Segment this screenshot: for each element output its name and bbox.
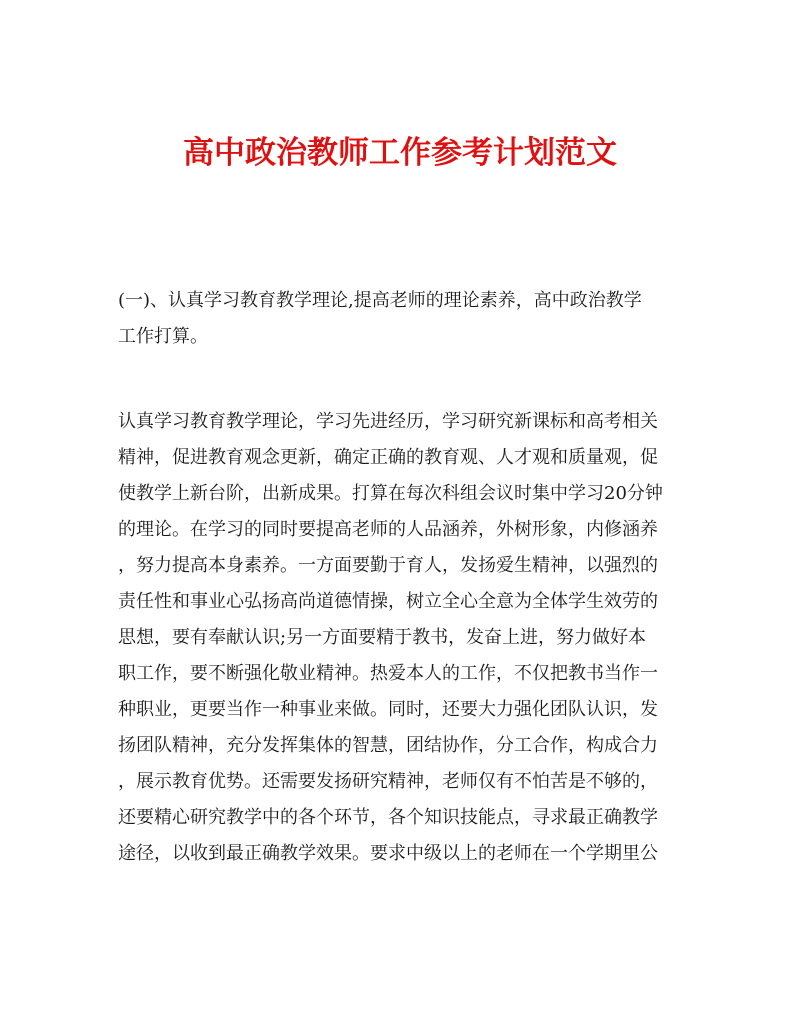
- paragraph-line: 还要精心研究教学中的各个环节，各个知识技能点，寻求最正确教学: [118, 807, 658, 828]
- paragraph-line: 认真学习教育教学理论，学习先进经历，学习研究新课标和高考相关: [118, 411, 658, 432]
- paragraph-line: 途径，以收到最正确教学效果。要求中级以上的老师在一个学期里公: [118, 843, 658, 864]
- paragraph-line: ，努力提高本身素养。一方面要勤于育人，发扬爱生精神，以强烈的: [118, 555, 658, 576]
- paragraph-line: 使教学上新台阶，出新成果。打算在每次科组会议时集中学习20分钟: [118, 483, 663, 504]
- page-title: 高中政治教师工作参考计划范文: [183, 134, 617, 171]
- paragraph-line: ，展示教育优势。还需要发扬研究精神，老师仅有不怕苦是不够的，: [118, 771, 658, 792]
- paragraph-2: [118, 404, 684, 872]
- paragraph-line: 职工作，要不断强化敬业精神。热爱本人的工作，不仅把教书当作一: [118, 663, 658, 684]
- paragraph-line: (一)、认真学习教育教学理论,提高老师的理论素养，高中政治教学: [118, 290, 642, 311]
- paragraph-line: 思想，要有奉献认识;另一方面要精于教书，发奋上进，努力做好本: [118, 627, 647, 648]
- paragraph-line: 工作打算。: [118, 326, 208, 347]
- paragraph-line: 精神，促进教育观念更新，确定正确的教育观、人才观和质量观，促: [118, 447, 658, 468]
- paragraph-line: 扬团队精神，充分发挥集体的智慧，团结协作，分工合作，构成合力: [118, 735, 658, 756]
- paragraph-line: 的理论。在学习的同时要提高老师的人品涵养，外树形象，内修涵养: [118, 519, 658, 540]
- paragraph-line: 责任性和事业心弘扬高尚道德情操，树立全心全意为全体学生效劳的: [118, 591, 658, 612]
- paragraph-line: 种职业，更要当作一种事业来做。同时，还要大力强化团队认识，发: [118, 699, 658, 720]
- paragraph-1: [118, 283, 684, 355]
